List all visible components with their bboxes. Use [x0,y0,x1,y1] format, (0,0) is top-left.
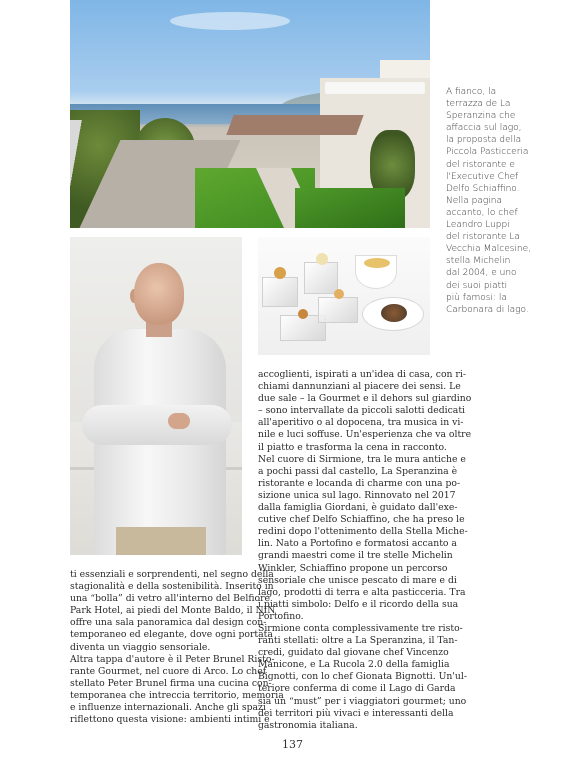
article-line: sia un “must” per i viaggiatori gourmet; uno [258,695,467,707]
caption-line: l'Executive Chef [446,171,519,182]
article-line: stellato Peter Brunel firma una cucina con- [70,677,272,689]
article-line: offre una sala panoramica dal design con- [70,617,267,629]
article-line: il piatto e trasforma la cena in racconto. [258,441,447,453]
terrace-railing [70,120,110,228]
chef-portrait-photo [70,237,242,555]
article-line: Park Hotel, ai piedi del Monte Baldo, il NIN [70,605,276,617]
caption-line: dal 2004, e uno [446,268,517,279]
pastry-bite [274,267,286,279]
article-line: Altra tappa d'autore è il Peter Brunel Risto- [70,653,275,665]
article-line: Winkler, Schiaffino propone un percorso [258,562,448,574]
glass-cube [318,297,358,323]
article-line: Portofino. [258,610,304,622]
article-line: temporaneo ed elegante, dove ogni portata [70,629,273,641]
caption-line: Delfo Schiaffino. [446,183,520,194]
caption-line: Nella pagina [446,195,502,206]
glass-cube [304,262,338,294]
article-line: dei territori più vivaci e interessanti della [258,707,454,719]
caption-line: più famosi: la [446,292,507,303]
caption-line: dei suoi piatti [446,280,508,291]
article-line: stagionalità e della sostenibilità. Inserito in [70,581,274,593]
article-line: teriore conferma di come il Lago di Garda [258,683,456,695]
article-line: redini dopo l'ottenimento della Stella Miche- [258,526,468,538]
glass-cube [262,277,298,307]
article-line: cutive chef Delfo Schiaffino, che ha preso le [258,514,465,526]
article-line: Bignotti, con lo chef Gionata Bignotti. Un'ul- [258,671,467,683]
caption-line: Leandro Luppi [446,220,510,231]
article-line: sizione unica sul lago. Rinnovato nel 2017 [258,489,456,501]
article-line: e influenze internazionali. Anche gli spazi [70,702,266,714]
article-line: a pochi passi dal castello, La Speranzina è [258,465,458,477]
caption-line: del ristorante e [446,159,515,170]
caption-line: Speranzina che [446,111,516,122]
pastry-bite [298,309,308,319]
caption-line: accanto, lo chef [446,207,518,218]
page-number: 137 [282,738,303,751]
caption-line: terrazza de La [446,99,511,110]
article-line: lin. Nato a Portofino e formatosi accanto a [258,538,457,550]
article-line: rante Gourmet, nel cuore di Arco. Lo chef [70,665,267,677]
article-line: Sirmione conta complessivamente tre risto- [258,622,463,634]
article-line: due sale – la Gourmet e il dehors sul giardino [258,393,472,405]
article-line: lago, prodotti di terra e alta pasticceria. Tra [258,586,466,598]
chef-trousers [116,527,206,555]
caption-line: la proposta della [446,135,522,146]
garden-lawn-lower [295,188,405,228]
article-line: credi, guidato dal giovane chef Vincenzo [258,647,449,659]
article-column-right [258,369,472,732]
caption-line: stella Michelin [446,256,511,267]
pastry-photo [258,237,430,355]
dessert-bowl [355,255,397,289]
pastry-bite [334,289,344,299]
caption-line: del ristorante La [446,232,520,243]
article-line: nile e luci soffuse. Un'esperienza che va oltre [258,429,472,441]
article-line: grandi maestri come il tre stelle Michelin [258,550,453,562]
terrace-photo [70,0,430,228]
article-line: – sono intervallate da piccoli salotti dedicati [258,405,465,417]
article-line: ti essenziali e sorprendenti, nel segno della [70,569,274,580]
chef-head [134,263,184,325]
article-line: gastronomia italiana. [258,719,358,731]
article-line: sensoriale che unisce pescato di mare e di [258,574,457,586]
chef-crossed-arms [82,405,232,445]
article-line: dalla famiglia Giordani, è guidato dall'exe- [258,502,458,514]
sky-cloud [170,12,290,30]
article-line: temporanea che intreccia territorio, memoria [70,689,284,701]
article-line: una “bolla” di vetro all'interno del Belfiore [70,593,270,605]
article-line: diventa un viaggio sensoriale. [70,641,211,653]
dessert-plate [362,297,424,331]
article-line: Nel cuore di Sirmione, tra le mura antiche e [258,453,466,465]
plated-dessert [381,304,407,322]
article-line: riflettono questa visione: ambienti intimi e [70,714,270,726]
article-line: accoglienti, ispirati a un'idea di casa, con ri- [258,369,466,380]
bowl-cream [364,258,390,268]
article-line: Manicone, e La Rucola 2.0 della famiglia [258,659,450,671]
caption-line: affaccia sul lago, [446,123,522,134]
caption-line: A fianco, la [446,87,497,97]
terrace-roof [226,115,363,135]
article-line: ristorante e locanda di charme con una po- [258,477,461,489]
photo-caption [446,86,556,316]
article-line: ranti stellati: oltre a La Speranzina, il Tan- [258,635,458,647]
caption-line: Vecchia Malcesine, [446,244,532,255]
article-line: i piatti simbolo: Delfo e il ricordo della sua [258,598,459,610]
caption-line: Piccola Pasticceria [446,147,529,158]
article-line: all'aperitivo o al dopocena, tra musica in vi- [258,417,464,429]
chef-hands [168,413,190,429]
pastry-bite [316,253,328,265]
caption-line: Carbonara di lago. [446,304,529,315]
terrace-awning [325,82,425,94]
article-line: chiami dannunziani al piacere dei sensi. Le [258,381,461,393]
